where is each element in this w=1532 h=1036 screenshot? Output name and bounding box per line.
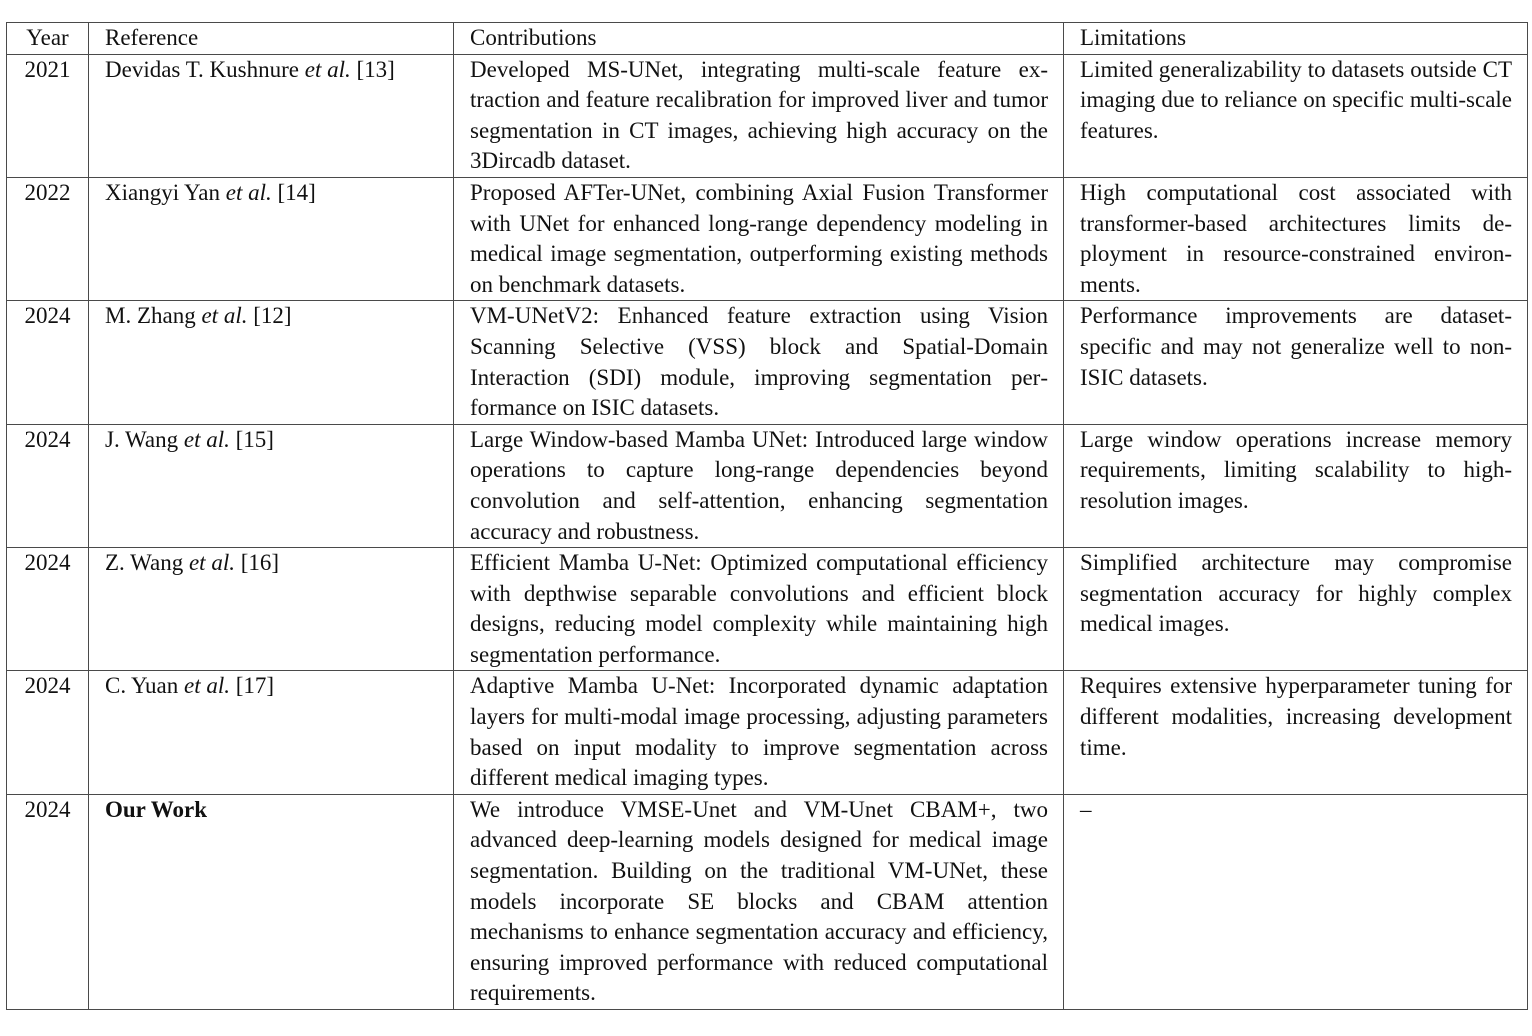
reference-cell xyxy=(89,671,454,794)
reference-etal: et al. xyxy=(188,550,235,576)
year-cell: 2024 xyxy=(7,548,89,671)
reference-author: C. Yuan xyxy=(105,673,179,699)
reference-author: M. Zhang xyxy=(105,303,196,329)
reference-author: Devidas T. Kushnure xyxy=(105,56,299,82)
table-row xyxy=(7,177,1528,300)
table-header xyxy=(7,23,1528,55)
reference-author: Our Work xyxy=(105,796,208,822)
reference-cell xyxy=(89,301,454,424)
reference-author: J. Wang xyxy=(105,426,179,452)
limitations-cell: Large window operations increase memory requirements, limiting scalability to high-resolution images. xyxy=(1064,424,1528,547)
table-row xyxy=(7,548,1528,671)
reference-cell xyxy=(89,177,454,300)
reference-cell xyxy=(89,424,454,547)
table-row xyxy=(7,794,1528,1009)
reference-cell xyxy=(89,794,454,1009)
contributions-cell: Efficient Mamba U-Net: Optimized computational efficiency with depthwise separable convolutions and efficient block designs, reducing model complexity while maintaining high segmentation performance. xyxy=(454,548,1064,671)
year-cell: 2024 xyxy=(7,794,89,1009)
contributions-cell: Proposed AFTer-UNet, combining Axial Fusion Transformer with UNet for enhanced long-range dependency modeling in medical image segmentation, outperforming existing methods on benchmark datasets. xyxy=(454,177,1064,300)
contributions-cell: Adaptive Mamba U-Net: Incorporated dynamic adaptation layers for multi-modal image processing, adjusting parameters based on input modality to improve segmentation across different medical imaging types. xyxy=(454,671,1064,794)
table-row xyxy=(7,54,1528,177)
table-body xyxy=(7,54,1528,1009)
header-row xyxy=(7,23,1528,55)
table-row xyxy=(7,424,1528,547)
reference-etal: et al. xyxy=(184,673,231,699)
reference-cell xyxy=(89,548,454,671)
header-reference: Reference xyxy=(89,23,454,55)
contributions-cell: We introduce VMSE-Unet and VM-Unet CBAM+, two advanced deep-learning models designed for medical image segmentation. Building on the traditional VM-UNet, these models incorporate SE blocks and CBAM attention mechanisms to enhance segmentation accuracy and efficiency, ensuring improved performance with reduced computational requirements. xyxy=(454,794,1064,1009)
reference-citation: [13] xyxy=(356,56,395,82)
reference-author: Xiangyi Yan xyxy=(105,179,221,205)
reference-etal: et al. xyxy=(201,303,248,329)
year-cell: 2024 xyxy=(7,424,89,547)
header-year: Year xyxy=(7,23,89,55)
reference-etal: et al. xyxy=(183,426,230,452)
contributions-cell: Developed MS-UNet, integrating multi-scale feature extraction and feature recalibration for improved liver and tumor segmentation in CT images, achieving high accuracy on the 3Dircadb dataset. xyxy=(454,54,1064,177)
reference-citation: [14] xyxy=(277,179,316,205)
year-cell: 2021 xyxy=(7,54,89,177)
limitations-cell: – xyxy=(1064,794,1528,1009)
reference-cell xyxy=(89,54,454,177)
year-cell: 2024 xyxy=(7,301,89,424)
reference-citation: [12] xyxy=(253,303,292,329)
year-cell: 2024 xyxy=(7,671,89,794)
reference-citation: [15] xyxy=(235,426,274,452)
reference-citation: [17] xyxy=(235,673,275,699)
year-cell: 2022 xyxy=(7,177,89,300)
limitations-cell: Performance improvements are dataset-specific and may not generalize well to non-ISIC datasets. xyxy=(1064,301,1528,424)
reference-etal: et al. xyxy=(304,56,351,82)
limitations-cell: Simplified architecture may compromise segmentation accuracy for highly complex medical images. xyxy=(1064,548,1528,671)
contributions-cell: Large Window-based Mamba UNet: Introduced large window operations to capture long-range dependencies beyond convolution and self-attention, enhancing segmentation accuracy and robustness. xyxy=(454,424,1064,547)
reference-etal: et al. xyxy=(225,179,272,205)
limitations-cell: Limited generalizability to datasets outside CT imaging due to reliance on specific multi-scale features. xyxy=(1064,54,1528,177)
table-row xyxy=(7,671,1528,794)
header-limitations: Limitations xyxy=(1064,23,1528,55)
contributions-cell: VM-UNetV2: Enhanced feature extraction using Vision Scanning Selective (VSS) block and Spatial-Domain Interaction (SDI) module, improving segmentation performance on ISIC datasets. xyxy=(454,301,1064,424)
limitations-cell: High computational cost associated with transformer-based architectures limits deployment in resource-constrained environments. xyxy=(1064,177,1528,300)
reference-author: Z. Wang xyxy=(105,550,184,576)
table-row xyxy=(7,301,1528,424)
header-contributions: Contributions xyxy=(454,23,1064,55)
reference-citation: [16] xyxy=(240,550,280,576)
limitations-cell: Requires extensive hyperparameter tuning for different modalities, increasing development time. xyxy=(1064,671,1528,794)
literature-review-table xyxy=(6,22,1528,1010)
